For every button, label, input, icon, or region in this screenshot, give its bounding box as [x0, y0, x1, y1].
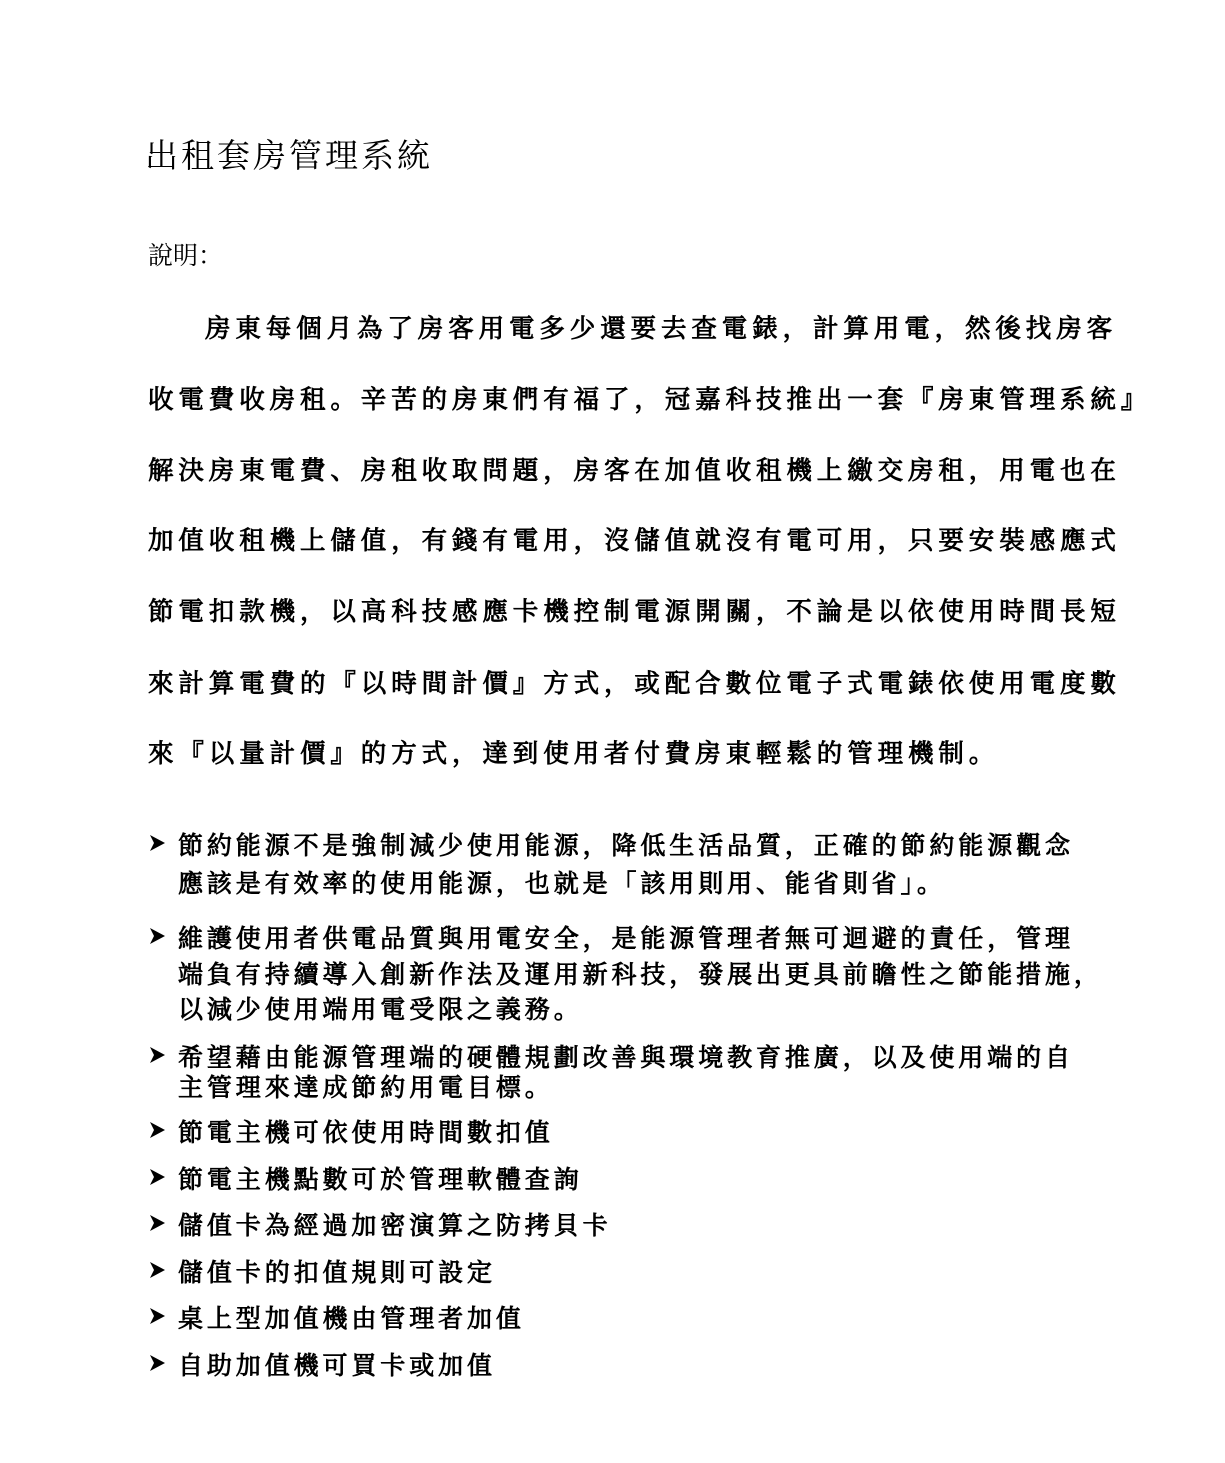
- bullet-line: 節電主機點數可於管理軟體查詢: [178, 1165, 583, 1194]
- paragraph-line: 來『以量計價』的方式，達到使用者付費房東輕鬆的管理機制。: [148, 739, 1000, 769]
- arrowhead-bullet-icon: [148, 1120, 168, 1140]
- bullet-line: 主管理來達成節約用電目標。: [178, 1073, 554, 1102]
- bullet-line: 桌上型加值機由管理者加值: [178, 1304, 525, 1333]
- bullet-line: 應該是有效率的使用能源，也就是「該用則用、能省則省」。: [178, 869, 946, 898]
- paragraph-line: 來計算電費的『以時間計價』方式，或配合數位電子式電錶依使用電度數: [148, 669, 1121, 699]
- bullet-line: 儲值卡為經過加密演算之防拷貝卡: [178, 1211, 612, 1240]
- arrowhead-bullet-icon: [148, 1213, 168, 1233]
- arrowhead-bullet-icon: [148, 1167, 168, 1187]
- paragraph-line: 解決房東電費、房租收取問題，房客在加值收租機上繳交房租，用電也在: [148, 456, 1121, 486]
- arrowhead-bullet-icon: [148, 1353, 168, 1373]
- paragraph-line: 加值收租機上儲值，有錢有電用，沒儲值就沒有電可用，只要安裝感應式: [148, 526, 1121, 556]
- paragraph-line: 房東每個月為了房客用電多少還要去查電錶，計算用電，然後找房客: [205, 314, 1118, 344]
- bullet-line: 節約能源不是強制減少使用能源，降低生活品質，正確的節約能源觀念: [178, 831, 1074, 860]
- bullet-line: 儲值卡的扣值規則可設定: [178, 1258, 496, 1287]
- arrowhead-bullet-icon: [148, 1306, 168, 1326]
- bullet-line: 端負有持續導入創新作法及運用新科技，發展出更具前瞻性之節能措施，: [178, 960, 1103, 989]
- bullet-line: 希望藉由能源管理端的硬體規劃改善與環境教育推廣，以及使用端的自: [178, 1043, 1074, 1072]
- paragraph-line: 節電扣款機，以高科技感應卡機控制電源開關，不論是以依使用時間長短: [148, 597, 1121, 627]
- arrowhead-bullet-icon: [148, 1260, 168, 1280]
- bullet-line: 節電主機可依使用時間數扣值: [178, 1118, 554, 1147]
- description-label: 說明：: [148, 241, 224, 270]
- arrowhead-bullet-icon: [148, 833, 168, 853]
- arrowhead-bullet-icon: [148, 926, 168, 946]
- document-title: 出租套房管理系統: [145, 136, 433, 175]
- bullet-line: 以減少使用端用電受限之義務。: [178, 995, 583, 1024]
- paragraph-line: 收電費收房租。辛苦的房東們有福了，冠嘉科技推出一套『房東管理系統』: [148, 385, 1152, 415]
- arrowhead-bullet-icon: [148, 1045, 168, 1065]
- bullet-line: 自助加值機可買卡或加值: [178, 1351, 496, 1380]
- bullet-line: 維護使用者供電品質與用電安全，是能源管理者無可迴避的責任，管理: [178, 924, 1074, 953]
